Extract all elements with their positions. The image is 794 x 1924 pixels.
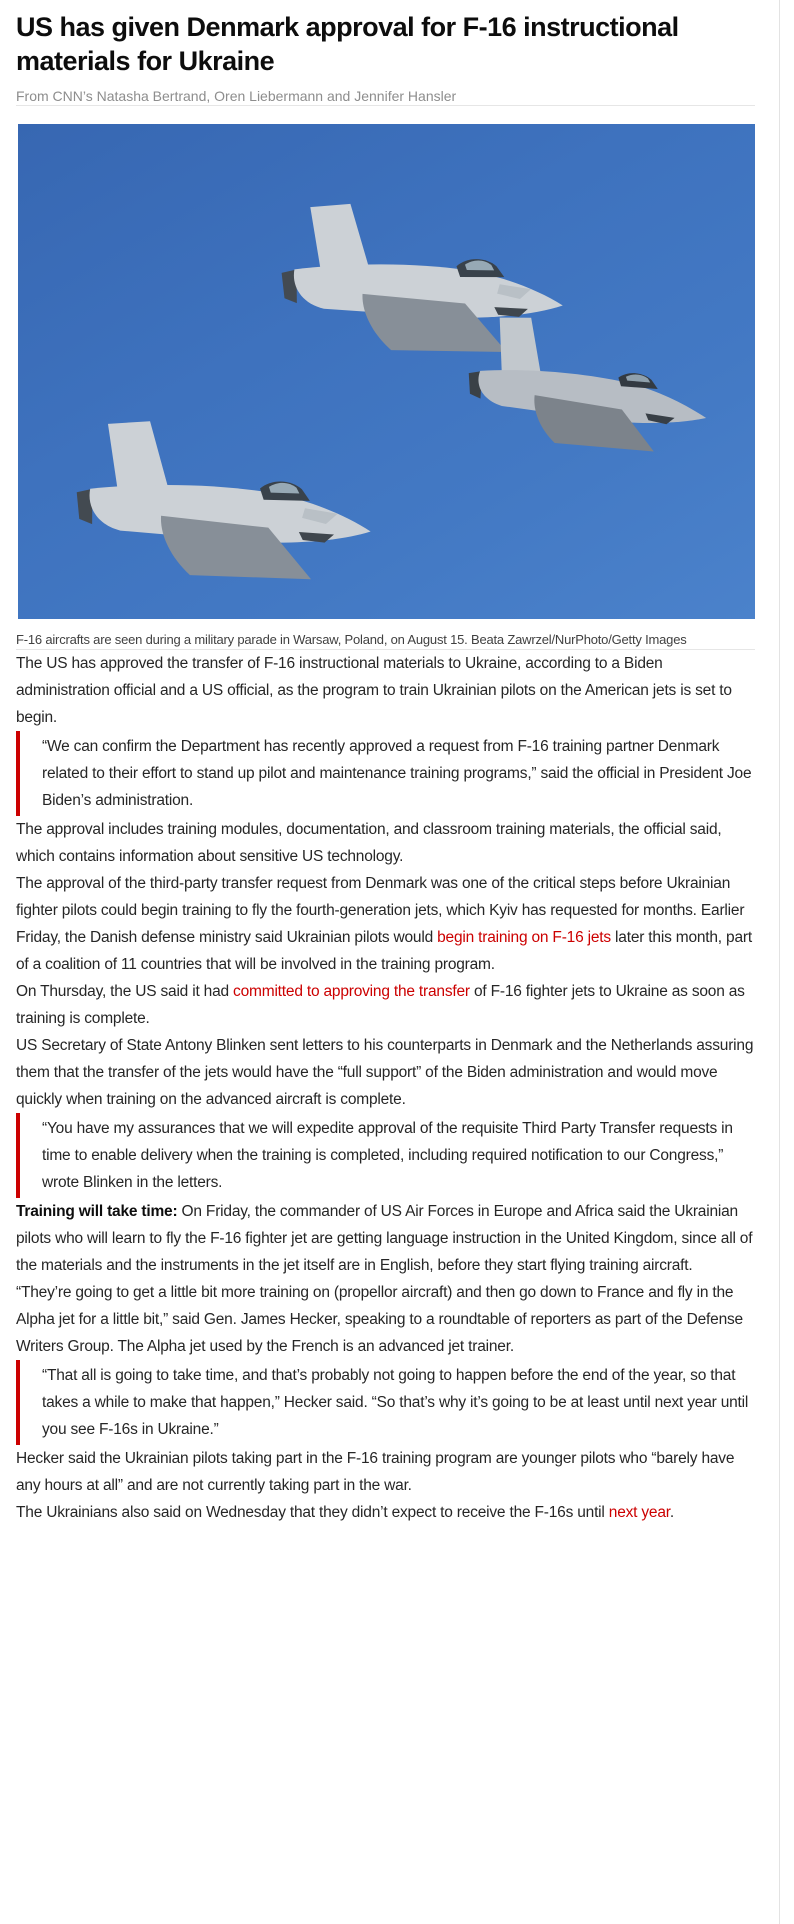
article-paragraph (16, 1198, 755, 1279)
paragraph-text: The Ukrainians also said on Wednesday that they didn’t expect to receive the F-16s until (16, 1504, 609, 1521)
article-paragraph: The approval includes training modules, documentation, and classroom training materials, the official said, which contains information about sensitive US technology. (16, 821, 722, 865)
article-paragraph (16, 870, 755, 978)
article-paragraph (16, 1499, 755, 1526)
article-photo (18, 124, 755, 619)
paragraph-text: On Friday, the commander of US Air Forces in Europe and Africa said the Ukrainian pilots who will learn to fly the F-16 fighter jet are getting language instruction in the United Kingdom, since all of the materials and the instruments in the jet itself are in English, before they start flying training aircraft. (16, 1203, 753, 1274)
article-paragraph: US Secretary of State Antony Blinken sent letters to his counterparts in Denmark and the Netherlands assuring them that the transfer of the jets would have the “full support” of the Biden administration and would move quickly when training on the advanced aircraft is complete. (16, 1037, 754, 1108)
pull-quote: “That all is going to take time, and that’s probably not going to happen before the end of the year, so that takes a while to make that happen,” Hecker said. “So that’s why it’s going to be at least until next year until you see F-16s in Ukraine.” (16, 1360, 755, 1445)
jets-illustration (18, 124, 755, 619)
paragraph-text: of F-16 fighter jets to Ukraine as soon as training is complete. (16, 983, 745, 1027)
page-right-border (779, 0, 780, 1924)
fighter-jet-right (462, 311, 716, 461)
inline-link-next-year[interactable]: next year (608, 1504, 670, 1521)
photo-caption (16, 631, 755, 649)
article-byline: From CNN’s Natasha Bertrand, Oren Liebermann and Jennifer Hansler (16, 88, 457, 104)
inline-link-committed-transfer[interactable]: committed to approving the transfer (233, 983, 470, 1000)
fighter-jet-bottom-left (71, 417, 377, 588)
paragraph-text: The approval of the third-party transfer request from Denmark was one of the critical steps before Ukrainian fighter pilots could begin training to fly the fourth-generation jets, which Kyiv has requested for months. Earlier Friday, the Danish defense ministry said Ukrainian pilots would (16, 875, 745, 946)
article-paragraph: The US has approved the transfer of F-16 instructional materials to Ukraine, according to a Biden administration official and a US official, as the program to train Ukrainian pilots on the American jets is set to begin. (16, 655, 732, 726)
article-headline: US has given Denmark approval for F-16 instructional materials for Ukraine (16, 12, 679, 76)
photo-caption-text: F-16 aircrafts are seen during a military parade in Warsaw, Poland, on August 15. (16, 632, 468, 647)
paragraph-text: On Thursday, the US said it had (16, 983, 234, 1000)
pull-quote: “We can confirm the Department has recently approved a request from F-16 training partner Denmark related to their effort to stand up pilot and maintenance training programs,” said the official in President Joe Biden’s administration. (16, 731, 755, 816)
paragraph-text: . (669, 1504, 674, 1521)
article-paragraph (16, 978, 755, 1032)
divider (16, 105, 755, 106)
article-paragraph: Hecker said the Ukrainian pilots taking part in the F-16 training program are younger pilots who “barely have any hours at all” and are not currently taking part in the war. (16, 1450, 735, 1494)
article-paragraph: “They’re going to get a little bit more training on (propellor aircraft) and then go down to France and fly in the Alpha jet for a little bit,” said Gen. James Hecker, speaking to a roundtable of reporters as part of the Defense Writers Group. The Alpha jet used by the French is an advanced jet trainer. (16, 1284, 743, 1355)
pull-quote: “You have my assurances that we will expedite approval of the requisite Third Party Transfer requests in time to enable delivery when the training is completed, including required notification to our Congress,” wrote Blinken in the letters. (16, 1113, 755, 1198)
inline-link-begin-training[interactable]: begin training on F-16 jets (437, 929, 611, 946)
bold-lead-in: Training will take time: (16, 1203, 178, 1220)
article-figure (18, 124, 755, 649)
paragraph-text: later this month, part of a coalition of 11 countries that will be involved in the training program. (16, 929, 752, 973)
photo-credit: Beata Zawrzel/NurPhoto/Getty Images (470, 632, 687, 647)
